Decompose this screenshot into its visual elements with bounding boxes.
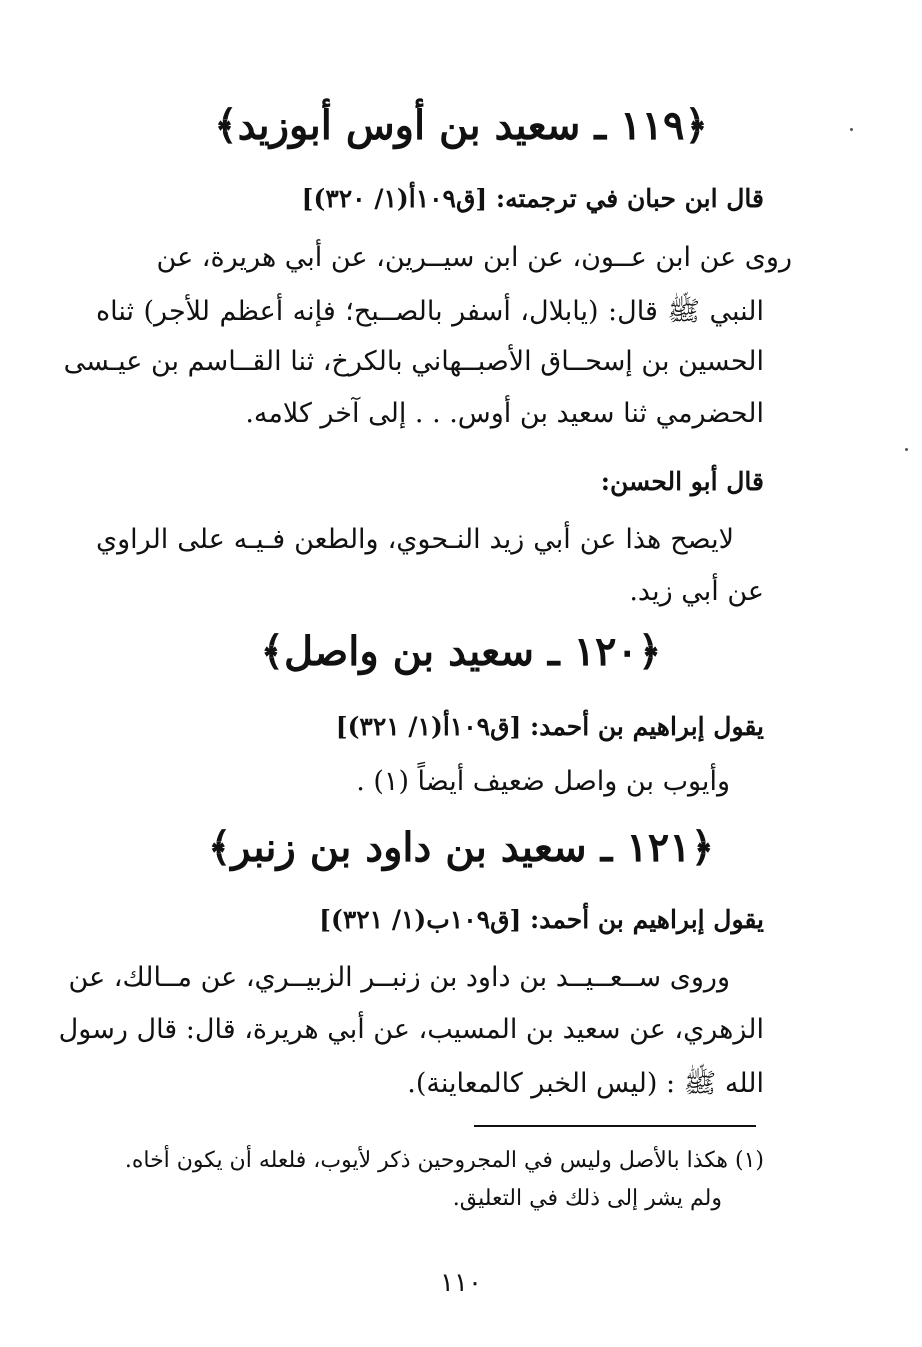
scan-speck: [905, 448, 908, 451]
text-line: الحسين بن إسحــاق الأصبــهاني بالكرخ، ثنا القــاسم بن عيـسى: [63, 346, 764, 377]
entry-intro-121: يقول إبراهيم بن أحمد: [ق١٠٩ب(١/ ٣٢١)]: [319, 905, 764, 934]
footnote-divider: [474, 1125, 756, 1127]
text-line: وروى ســعــيــد بن داود بن زنبــر الزبيــري، عن مــالك، عن: [68, 962, 730, 993]
text-line: عن أبي زيد.: [629, 576, 764, 607]
entry-intro-120: يقول إبراهيم بن أحمد: [ق١٠٩أ(١/ ٣٢١)]: [335, 712, 764, 741]
text-line: الله ﷺ : (ليس الخبر كالمعاينة).: [407, 1068, 764, 1099]
footnote-line: ولم يشر إلى ذلك في التعليق.: [452, 1186, 722, 1211]
text-line: الزهري، عن سعيد بن المسيب، عن أبي هريرة، قال: قال رسول: [58, 1014, 764, 1045]
entry-title-121: ﴿١٢١ ـ سعيد بن داود بن زنبر﴾: [207, 824, 715, 871]
text-line: روى عن ابن عــون، عن ابن سيــرين، عن أبي هريرة، عن: [156, 242, 792, 273]
text-line: الحضرمي ثنا سعيد بن أوس. . . إلى آخر كلامه.: [245, 398, 764, 429]
entry-title-120: ﴿١٢٠ ـ سعيد بن واصل﴾: [260, 628, 662, 675]
text-line: النبي ﷺ قال: (يابلال، أسفر بالصــبح؛ فإنه أعظم للأجر) ثناه: [96, 296, 764, 327]
sub-heading: قال أبو الحسن:: [600, 467, 764, 496]
entry-title-119: ﴿١١٩ ـ سعيد بن أوس أبوزيد﴾: [214, 102, 708, 149]
text-line: لايصح هذا عن أبي زيد النـحوي، والطعن فـيـه على الراوي: [96, 524, 734, 555]
text-line: وأيوب بن واصل ضعيف أيضاً (١) .: [356, 766, 730, 797]
page-number: ١١٠: [440, 1268, 482, 1298]
entry-intro-119: قال ابن حبان في ترجمته: [ق١٠٩أ(١/ ٣٢٠)]: [301, 184, 764, 213]
footnote-line: (١) هكذا بالأصل وليس في المجروحين ذكر لأيوب، فلعله أن يكون أخاه.: [124, 1148, 764, 1173]
